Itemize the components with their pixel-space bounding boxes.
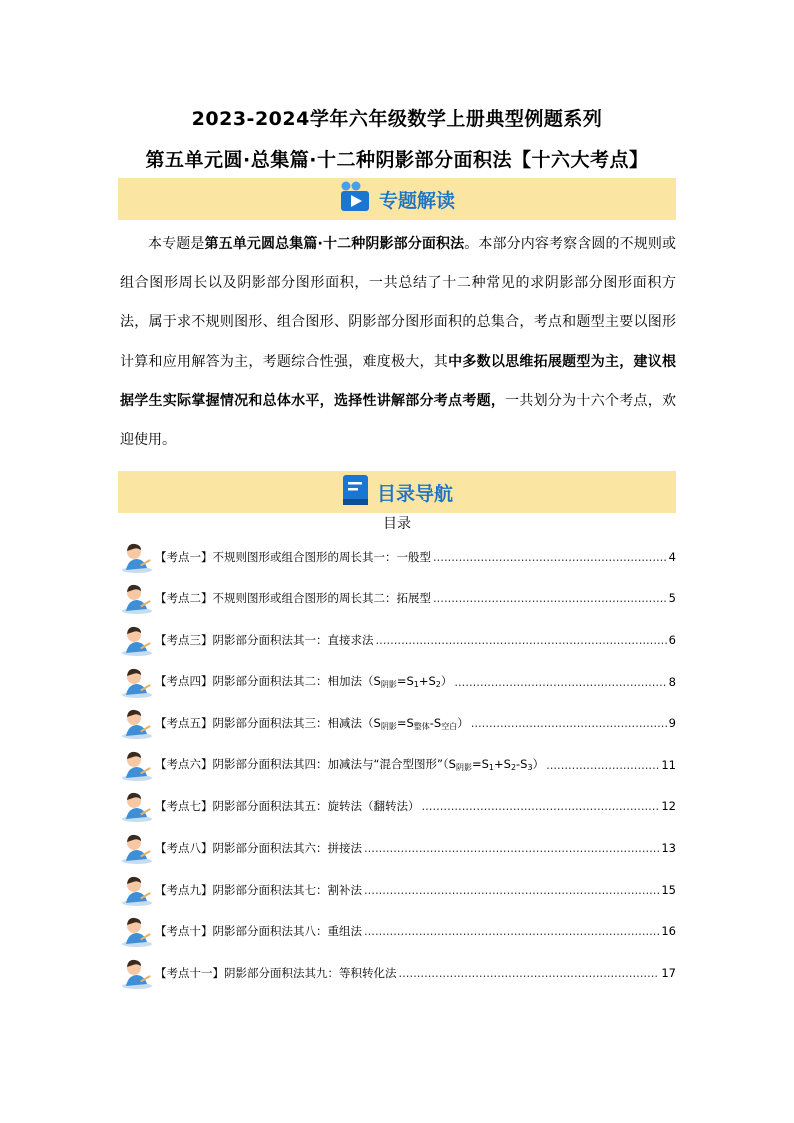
section-title-intro: 专题解读 bbox=[378, 189, 455, 212]
toc-row[interactable] bbox=[120, 827, 676, 869]
toc-entry-text[interactable]: 【考点五】阴影部分面积法其三：相减法$(S_{阴影}=S_{整体}-S_{空白})$ bbox=[155, 715, 469, 731]
toc-page-number: 9 bbox=[668, 716, 676, 731]
toc-row[interactable] bbox=[120, 952, 676, 994]
student-avatar-icon bbox=[120, 789, 154, 823]
toc-entry-text[interactable]: 【考点四】阴影部分面积法其二：相加法$(S_{阴影}=S_1+S_2)$ bbox=[155, 674, 453, 690]
toc-entry-text[interactable]: 【考点八】阴影部分面积法其六：拼接法 bbox=[155, 840, 362, 855]
toc-leader-dots bbox=[364, 883, 659, 897]
toc-page-number: 4 bbox=[668, 549, 676, 564]
toc-row[interactable] bbox=[120, 786, 676, 828]
student-avatar-icon bbox=[120, 623, 154, 657]
toc-row[interactable] bbox=[120, 661, 676, 703]
table-of-contents bbox=[120, 536, 676, 994]
student-avatar-icon bbox=[120, 706, 154, 740]
toc-entry-text[interactable]: 【考点二】不规则图形或组合图形的周长其二：拓展型 bbox=[155, 591, 431, 606]
video-icon bbox=[339, 180, 373, 218]
toc-page-number: 17 bbox=[661, 965, 676, 980]
toc-row[interactable] bbox=[120, 744, 676, 786]
toc-page-number: 15 bbox=[661, 882, 676, 897]
section-banner-intro bbox=[118, 178, 676, 220]
intro-paragraph bbox=[120, 225, 676, 460]
student-avatar-icon bbox=[120, 748, 154, 782]
section-title-toc: 目录导航 bbox=[376, 482, 453, 505]
intro-text: 。本部分内容考察含圆的不规则或组合图形周长以及阴影部分图形面积，一共总结了十二种常见的求阴影部分图形面积方法，属于求不规则图形、组合图形、阴影部分图形面积的总集合，考点和题型主要以图形计算和应用解答为主，考题综合性强，难度极大，其 bbox=[120, 236, 677, 370]
toc-page-number: 11 bbox=[661, 757, 676, 772]
toc-leader-dots bbox=[364, 924, 659, 938]
toc-page-number: 6 bbox=[668, 632, 676, 647]
toc-row[interactable] bbox=[120, 619, 676, 661]
toc-leader-dots bbox=[422, 799, 660, 813]
document-subtitle: 第五单元圆·总集篇·十二种阴影部分面积法【十六大考点】 bbox=[145, 149, 649, 171]
intro-bold-text: 第五单元圆总集篇·十二种阴影部分面积法 bbox=[204, 236, 465, 252]
toc-entry-text[interactable]: 【考点九】阴影部分面积法其七：割补法 bbox=[155, 882, 362, 897]
toc-leader-dots bbox=[399, 966, 660, 980]
intro-text: 本专题是 bbox=[148, 236, 205, 252]
toc-entry-text[interactable]: 【考点一】不规则图形或组合图形的周长其一：一般型 bbox=[155, 549, 431, 564]
toc-heading: 目录 bbox=[383, 516, 411, 532]
student-avatar-icon bbox=[120, 831, 154, 865]
student-avatar-icon bbox=[120, 540, 154, 574]
toc-leader-dots bbox=[546, 758, 659, 772]
document-title: 2023-2024学年六年级数学上册典型例题系列 bbox=[191, 108, 603, 130]
toc-page-number: 5 bbox=[668, 591, 676, 606]
toc-entry-text[interactable]: 【考点三】阴影部分面积法其一：直接求法 bbox=[155, 632, 374, 647]
book-icon bbox=[341, 473, 371, 511]
toc-leader-dots bbox=[471, 716, 667, 730]
toc-row[interactable] bbox=[120, 536, 676, 578]
student-avatar-icon bbox=[120, 873, 154, 907]
toc-row[interactable] bbox=[120, 702, 676, 744]
toc-leader-dots bbox=[364, 841, 659, 855]
toc-leader-dots bbox=[376, 633, 667, 647]
toc-page-number: 8 bbox=[668, 674, 676, 689]
student-avatar-icon bbox=[120, 581, 154, 615]
intro-bold-text: 中多数以思维拓展题型为主，建议根据学生实际掌握情况和总体水平，选择性讲解部分考点考题， bbox=[120, 353, 677, 409]
toc-leader-dots bbox=[454, 675, 666, 689]
toc-leader-dots bbox=[433, 591, 667, 605]
student-avatar-icon bbox=[120, 956, 154, 990]
toc-entry-text[interactable]: 【考点十一】阴影部分面积法其九：等积转化法 bbox=[155, 965, 397, 980]
toc-row[interactable] bbox=[120, 910, 676, 952]
student-avatar-icon bbox=[120, 665, 154, 699]
toc-entry-text[interactable]: 【考点十】阴影部分面积法其八：重组法 bbox=[155, 924, 362, 939]
student-avatar-icon bbox=[120, 914, 154, 948]
toc-row[interactable] bbox=[120, 869, 676, 911]
toc-entry-text[interactable]: 【考点六】阴影部分面积法其四：加减法与“混合型图形$”(S_{阴影}=S_1+S_2-S_3)$ bbox=[155, 757, 545, 773]
toc-entry-text[interactable]: 【考点七】阴影部分面积法其五：旋转法（翻转法） bbox=[155, 799, 420, 814]
toc-leader-dots bbox=[433, 550, 667, 564]
toc-row[interactable] bbox=[120, 578, 676, 620]
toc-page-number: 16 bbox=[661, 924, 676, 939]
intro-text: 一共划分为十六个考点，欢迎使用。 bbox=[120, 392, 677, 449]
section-banner-toc bbox=[118, 471, 676, 513]
toc-page-number: 13 bbox=[661, 840, 676, 855]
toc-page-number: 12 bbox=[661, 799, 676, 814]
